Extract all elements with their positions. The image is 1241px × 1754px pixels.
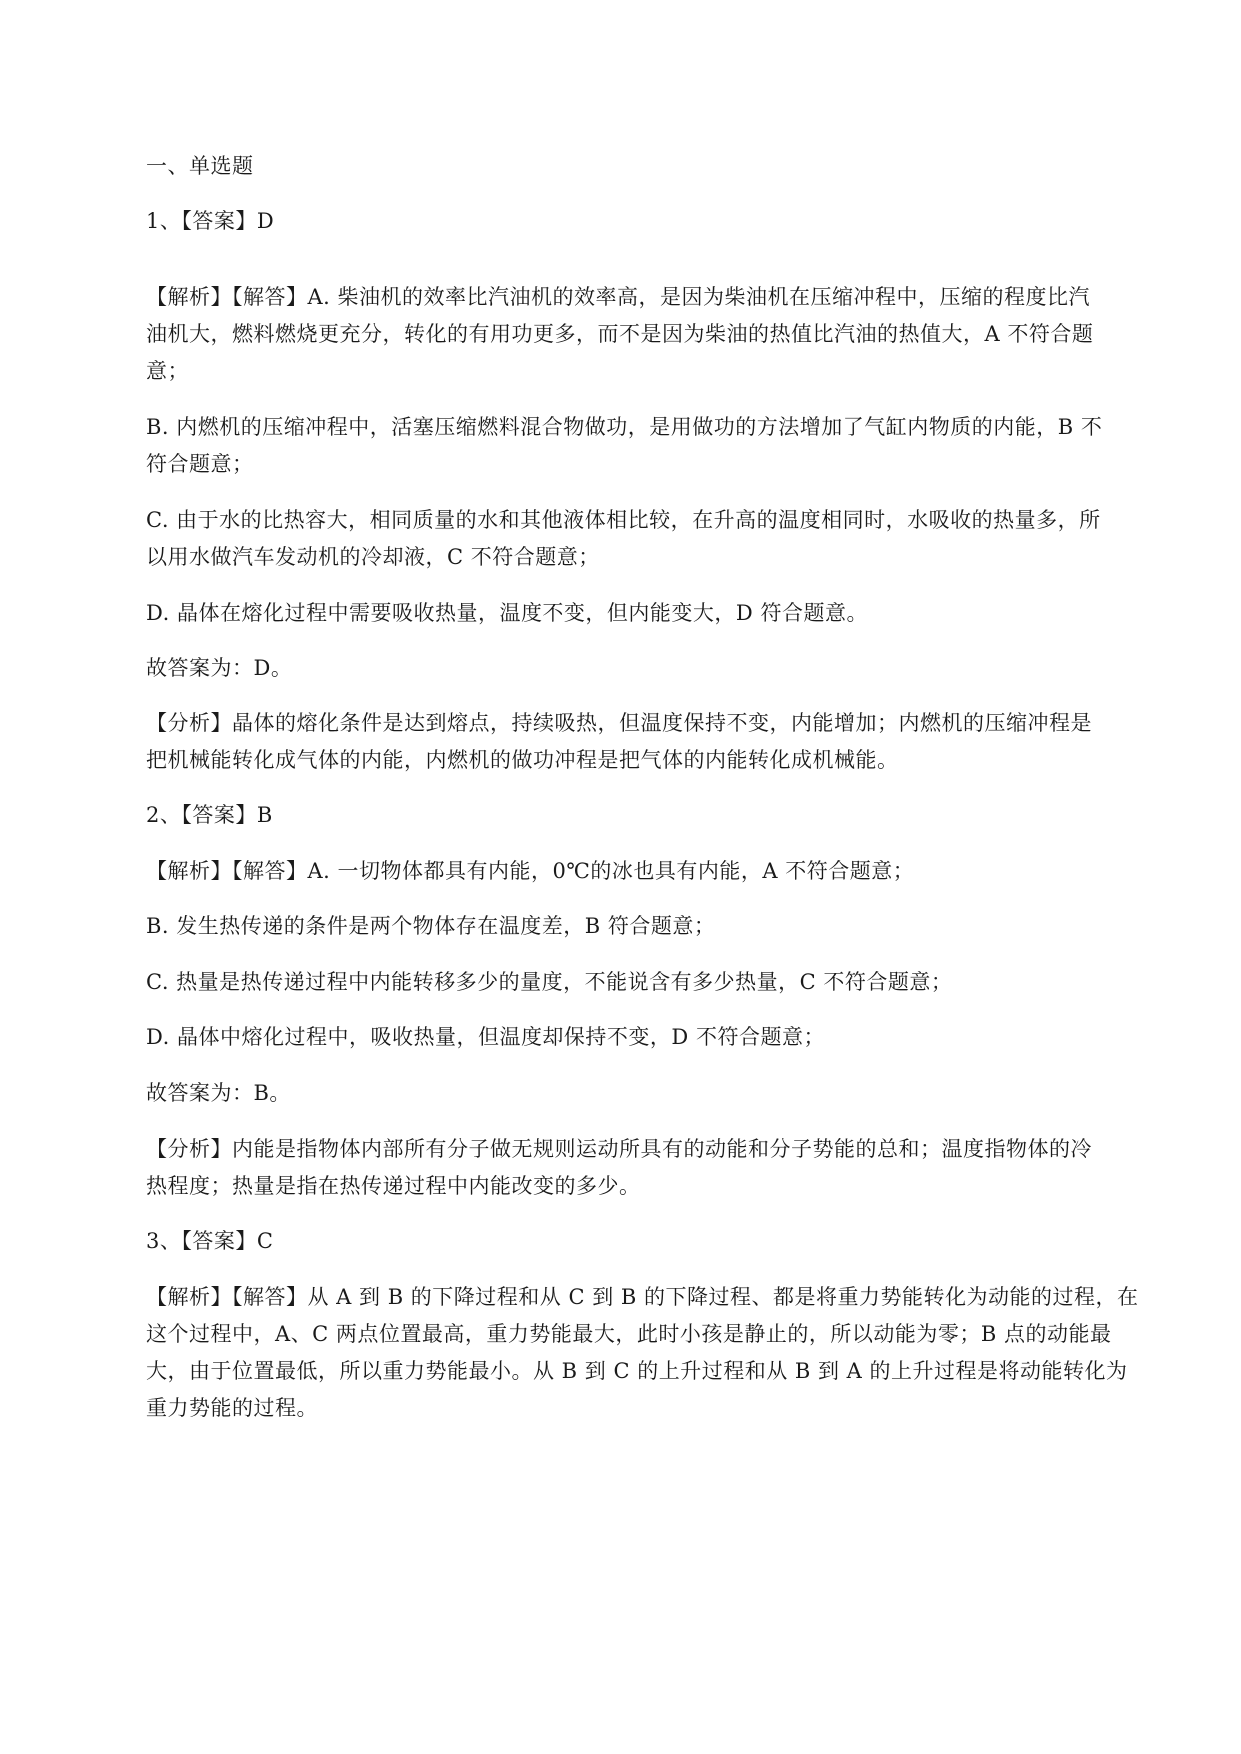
text-line: 以用水做汽车发动机的冷却液，C 不符合题意； [146,545,600,569]
text-line: 【解析】【解答】从 A 到 B 的下降过程和从 C 到 B 的下降过程、都是将重力势能转化为动能的过程，在 [146,1285,1139,1309]
q2-option-b [146,908,715,945]
text-line: 1、【答案】D [146,209,275,233]
text-line: 【分析】晶体的熔化条件是达到熔点，持续吸热，但温度保持不变，内能增加；内燃机的压缩冲程是 [146,711,1092,735]
text-line: 故答案为：B。 [146,1081,291,1105]
text-line: 故答案为：D。 [146,656,293,680]
text-line: 【解析】【解答】A. 一切物体都具有内能，0℃的冰也具有内能，A 不符合题意； [146,859,915,883]
text-line: 这个过程中，A、C 两点位置最高，重力势能最大，此时小孩是静止的，所以动能为零；B 点的动能最 [146,1322,1112,1346]
text-line: B. 内燃机的压缩冲程中，活塞压缩燃料混合物做功，是用做功的方法增加了气缸内物质的内能，B 不 [146,415,1103,439]
text-line: 【解析】【解答】A. 柴油机的效率比汽油机的效率高，是因为柴油机在压缩冲程中，压缩的程度比汽 [146,285,1091,309]
q1-final-answer [146,650,292,687]
q1-option-d [146,595,868,632]
text-line: 【分析】内能是指物体内部所有分子做无规则运动所具有的动能和分子势能的总和；温度指物体的冷 [146,1137,1092,1161]
text-line: C. 由于水的比热容大，相同质量的水和其他液体相比较，在升高的温度相同时，水吸收的热量多，所 [146,508,1101,532]
q3-answer [146,1223,273,1260]
q1-analysis-a [146,279,1093,390]
q3-analysis [146,1279,1139,1427]
q2-option-d [146,1019,825,1056]
text-line: D. 晶体在熔化过程中需要吸收热量，温度不变，但内能变大，D 符合题意。 [146,601,868,625]
text-line: 热程度；热量是指在热传递过程中内能改变的多少。 [146,1174,641,1198]
text-line: D. 晶体中熔化过程中，吸收热量，但温度却保持不变，D 不符合题意； [146,1025,825,1049]
text-line: B. 发生热传递的条件是两个物体存在温度差，B 符合题意； [146,914,716,938]
section-title: 一、单选题 [146,154,254,178]
text-line: 油机大，燃料燃烧更充分，转化的有用功更多，而不是因为柴油的热值比汽油的热值大，A 不符合题 [146,322,1094,346]
q1-fenxi [146,705,1092,779]
text-line: 3、【答案】C [146,1229,274,1253]
q1-option-b [146,409,1102,483]
q1-answer [146,203,274,240]
text-line: 意； [146,359,189,383]
q2-option-c [146,964,952,1001]
q2-fenxi [146,1131,1092,1205]
text-line: 2、【答案】B [146,803,273,827]
text-line: 符合题意； [146,452,254,476]
text-line: 大，由于位置最低，所以重力势能最小。从 B 到 C 的上升过程和从 B 到 A 的上升过程是将动能转化为 [146,1359,1128,1383]
q2-final-answer [146,1075,291,1112]
q2-option-a [146,853,914,890]
text-line: 重力势能的过程。 [146,1396,318,1420]
text-line: C. 热量是热传递过程中内能转移多少的量度，不能说含有多少热量，C 不符合题意； [146,970,953,994]
text-line: 把机械能转化成气体的内能，内燃机的做功冲程是把气体的内能转化成机械能。 [146,748,899,772]
q2-answer [146,797,273,834]
q1-option-c [146,502,1101,576]
